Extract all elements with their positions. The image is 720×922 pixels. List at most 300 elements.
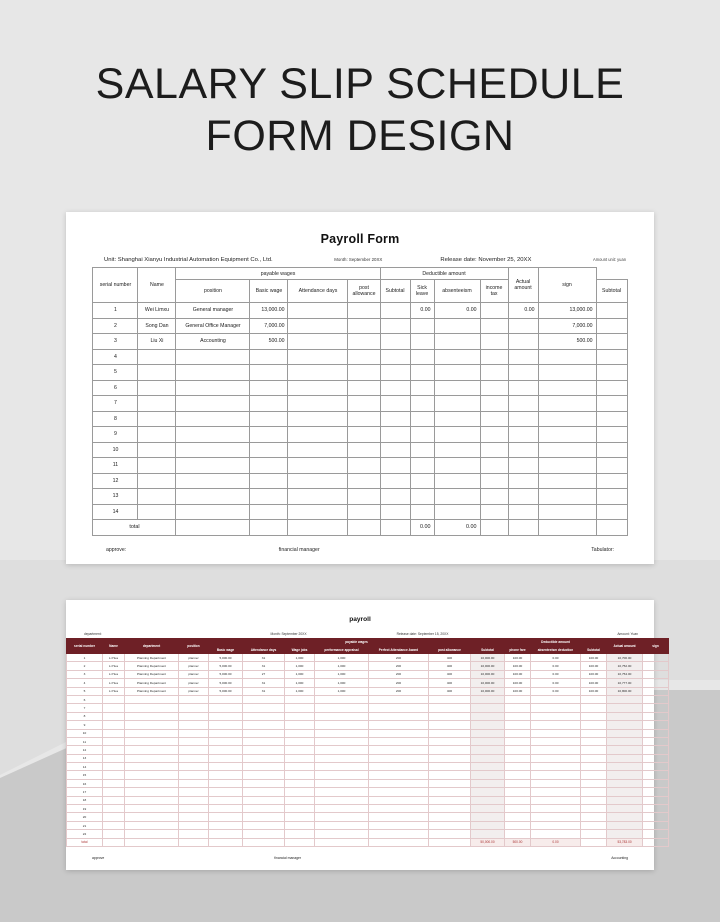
card2-cell-post-allowance[interactable]: 400 bbox=[429, 687, 471, 695]
card2-cell-deduct-subtotal[interactable] bbox=[581, 813, 607, 821]
card1-cell-subtotal[interactable] bbox=[380, 318, 410, 334]
card2-cell-basic-wage[interactable] bbox=[209, 712, 243, 720]
card2-cell-subtotal[interactable]: 10,000.00 bbox=[471, 654, 505, 662]
card1-cell-sick-leave[interactable] bbox=[410, 442, 434, 458]
card2-cell-position[interactable]: planner bbox=[179, 687, 209, 695]
card1-cell-sick-leave[interactable] bbox=[410, 458, 434, 474]
card2-cell-position[interactable] bbox=[179, 805, 209, 813]
card2-cell-absenteeism-deduction[interactable] bbox=[531, 830, 581, 838]
card1-table-row[interactable] bbox=[93, 303, 627, 319]
card1-cell-income-tax[interactable] bbox=[480, 411, 508, 427]
card2-cell-name[interactable] bbox=[103, 729, 125, 737]
card2-cell-actual-amount[interactable] bbox=[607, 729, 643, 737]
card2-cell-position[interactable] bbox=[179, 695, 209, 703]
card2-cell-basic-wage[interactable]: 5,000.00 bbox=[209, 687, 243, 695]
card1-cell-position[interactable] bbox=[176, 365, 250, 381]
card2-cell-post-allowance[interactable] bbox=[429, 763, 471, 771]
card1-cell-actual-amount[interactable] bbox=[538, 411, 596, 427]
card1-cell-income-tax[interactable] bbox=[480, 380, 508, 396]
card2-cell-post-allowance[interactable] bbox=[429, 737, 471, 745]
card1-cell-subtotal[interactable] bbox=[380, 489, 410, 505]
card2-cell-phone-fare[interactable] bbox=[505, 729, 531, 737]
card1-cell-sign[interactable] bbox=[596, 473, 627, 489]
card2-cell-basic-wage[interactable]: 5,000.00 bbox=[209, 679, 243, 687]
card2-cell-performance-appraisal[interactable] bbox=[315, 729, 369, 737]
card2-cell-position[interactable] bbox=[179, 821, 209, 829]
card2-cell-actual-amount[interactable]: 10,754.00 bbox=[607, 670, 643, 678]
card1-cell-actual-amount[interactable] bbox=[538, 396, 596, 412]
card2-table-row[interactable] bbox=[67, 754, 669, 762]
card2-cell-phone-fare[interactable] bbox=[505, 754, 531, 762]
card1-table-row[interactable] bbox=[93, 458, 627, 474]
card2-cell-phone-fare[interactable]: 100.00 bbox=[505, 687, 531, 695]
card2-table-row[interactable] bbox=[67, 687, 669, 695]
card2-cell-name[interactable] bbox=[103, 796, 125, 804]
card2-cell-subtotal[interactable] bbox=[471, 779, 505, 787]
card2-cell-wage-jobs[interactable] bbox=[285, 704, 315, 712]
card2-cell-department[interactable]: Planning Department bbox=[125, 654, 179, 662]
card2-cell-post-allowance[interactable]: 400 bbox=[429, 670, 471, 678]
card1-cell-serial-number[interactable]: 5 bbox=[93, 365, 138, 381]
card2-cell-attendance-award[interactable] bbox=[369, 813, 429, 821]
card2-cell-phone-fare[interactable] bbox=[505, 779, 531, 787]
card2-cell-performance-appraisal[interactable] bbox=[315, 771, 369, 779]
card2-cell-attendance-days[interactable] bbox=[243, 695, 285, 703]
card1-cell-income-tax[interactable] bbox=[480, 489, 508, 505]
card1-cell-name[interactable]: Wei Limxu bbox=[138, 303, 176, 319]
card2-cell-attendance-days[interactable] bbox=[243, 729, 285, 737]
card2-cell-post-allowance[interactable] bbox=[429, 729, 471, 737]
card1-cell-post-allowance[interactable] bbox=[348, 411, 380, 427]
card1-cell-income-tax[interactable] bbox=[480, 318, 508, 334]
card2-cell-department[interactable] bbox=[125, 729, 179, 737]
card2-cell-attendance-days[interactable] bbox=[243, 813, 285, 821]
card2-cell-absenteeism-deduction[interactable]: 0.00 bbox=[531, 679, 581, 687]
card2-cell-name[interactable] bbox=[103, 788, 125, 796]
card1-cell-post-allowance[interactable] bbox=[348, 334, 380, 350]
card1-cell-post-allowance[interactable] bbox=[348, 349, 380, 365]
card1-cell-basic-wage[interactable] bbox=[250, 349, 288, 365]
card2-cell-basic-wage[interactable] bbox=[209, 821, 243, 829]
card2-cell-serial-number[interactable]: 4 bbox=[67, 679, 103, 687]
card2-cell-actual-amount[interactable]: 10,777.00 bbox=[607, 679, 643, 687]
card1-cell-post-allowance[interactable] bbox=[348, 458, 380, 474]
card2-cell-basic-wage[interactable] bbox=[209, 695, 243, 703]
card2-cell-deduct-subtotal[interactable]: 100.00 bbox=[581, 670, 607, 678]
card2-cell-basic-wage[interactable] bbox=[209, 813, 243, 821]
card2-cell-absenteeism-deduction[interactable] bbox=[531, 788, 581, 796]
card2-cell-sign[interactable] bbox=[643, 712, 669, 720]
card2-cell-sign[interactable] bbox=[643, 813, 669, 821]
card2-cell-post-allowance[interactable] bbox=[429, 771, 471, 779]
card1-cell-serial-number[interactable]: 6 bbox=[93, 380, 138, 396]
card2-cell-absenteeism-deduction[interactable]: 0.00 bbox=[531, 662, 581, 670]
card1-cell-sign[interactable] bbox=[596, 489, 627, 505]
card2-table-row[interactable] bbox=[67, 670, 669, 678]
card2-cell-absenteeism-deduction[interactable] bbox=[531, 729, 581, 737]
card2-cell-basic-wage[interactable] bbox=[209, 704, 243, 712]
card1-cell-sign[interactable] bbox=[596, 504, 627, 520]
card2-cell-absenteeism-deduction[interactable] bbox=[531, 779, 581, 787]
card2-cell-deduct-subtotal[interactable] bbox=[581, 695, 607, 703]
card2-cell-basic-wage[interactable] bbox=[209, 729, 243, 737]
card2-cell-name[interactable]: Li Hua bbox=[103, 670, 125, 678]
card2-cell-wage-jobs[interactable] bbox=[285, 695, 315, 703]
card2-cell-name[interactable] bbox=[103, 805, 125, 813]
card1-cell-deduct-subtotal[interactable] bbox=[508, 411, 538, 427]
card1-cell-deduct-subtotal[interactable]: 0.00 bbox=[508, 303, 538, 319]
card2-table-row[interactable] bbox=[67, 737, 669, 745]
card1-table-row[interactable] bbox=[93, 380, 627, 396]
card2-cell-department[interactable]: Planning Department bbox=[125, 687, 179, 695]
card2-cell-subtotal[interactable] bbox=[471, 788, 505, 796]
card2-cell-serial-number[interactable]: 17 bbox=[67, 788, 103, 796]
card1-table-row[interactable] bbox=[93, 334, 627, 350]
card2-cell-deduct-subtotal[interactable] bbox=[581, 754, 607, 762]
card2-cell-absenteeism-deduction[interactable] bbox=[531, 695, 581, 703]
card2-cell-attendance-award[interactable]: 200 bbox=[369, 670, 429, 678]
card1-cell-subtotal[interactable] bbox=[380, 349, 410, 365]
card2-cell-wage-jobs[interactable] bbox=[285, 830, 315, 838]
card2-table-row[interactable] bbox=[67, 796, 669, 804]
card2-cell-attendance-days[interactable] bbox=[243, 796, 285, 804]
card2-cell-sign[interactable] bbox=[643, 746, 669, 754]
card2-cell-actual-amount[interactable] bbox=[607, 805, 643, 813]
card2-cell-name[interactable] bbox=[103, 754, 125, 762]
card2-cell-attendance-award[interactable] bbox=[369, 779, 429, 787]
card2-cell-department[interactable] bbox=[125, 805, 179, 813]
card2-cell-serial-number[interactable]: 22 bbox=[67, 830, 103, 838]
card1-table-row[interactable] bbox=[93, 396, 627, 412]
card1-cell-sick-leave[interactable] bbox=[410, 334, 434, 350]
card1-cell-serial-number[interactable]: 9 bbox=[93, 427, 138, 443]
card2-cell-subtotal[interactable] bbox=[471, 796, 505, 804]
card1-cell-sick-leave[interactable] bbox=[410, 318, 434, 334]
card2-cell-deduct-subtotal[interactable] bbox=[581, 830, 607, 838]
card1-cell-actual-amount[interactable]: 500.00 bbox=[538, 334, 596, 350]
card1-cell-attendance-days[interactable] bbox=[288, 349, 348, 365]
card1-cell-actual-amount[interactable] bbox=[538, 380, 596, 396]
card2-cell-sign[interactable] bbox=[643, 805, 669, 813]
card2-cell-actual-amount[interactable] bbox=[607, 721, 643, 729]
card2-cell-serial-number[interactable]: 7 bbox=[67, 704, 103, 712]
card1-cell-basic-wage[interactable] bbox=[250, 427, 288, 443]
card2-cell-wage-jobs[interactable] bbox=[285, 779, 315, 787]
card2-table-row[interactable] bbox=[67, 821, 669, 829]
card1-cell-attendance-days[interactable] bbox=[288, 365, 348, 381]
card2-table-row[interactable] bbox=[67, 805, 669, 813]
card2-cell-attendance-award[interactable] bbox=[369, 788, 429, 796]
card2-cell-name[interactable] bbox=[103, 704, 125, 712]
card1-cell-post-allowance[interactable] bbox=[348, 396, 380, 412]
card1-cell-income-tax[interactable] bbox=[480, 442, 508, 458]
card1-cell-sign[interactable] bbox=[596, 318, 627, 334]
card1-cell-deduct-subtotal[interactable] bbox=[508, 349, 538, 365]
card2-cell-wage-jobs[interactable]: 1,000 bbox=[285, 662, 315, 670]
card1-cell-actual-amount[interactable] bbox=[538, 427, 596, 443]
card1-cell-deduct-subtotal[interactable] bbox=[508, 442, 538, 458]
card1-cell-deduct-subtotal[interactable] bbox=[508, 489, 538, 505]
card2-cell-subtotal[interactable] bbox=[471, 771, 505, 779]
card2-cell-actual-amount[interactable] bbox=[607, 746, 643, 754]
card2-cell-wage-jobs[interactable] bbox=[285, 746, 315, 754]
card2-table-row[interactable] bbox=[67, 779, 669, 787]
card2-cell-post-allowance[interactable] bbox=[429, 830, 471, 838]
card1-cell-sign[interactable] bbox=[596, 365, 627, 381]
card2-cell-post-allowance[interactable] bbox=[429, 779, 471, 787]
card2-cell-serial-number[interactable]: 19 bbox=[67, 805, 103, 813]
card2-cell-attendance-award[interactable] bbox=[369, 771, 429, 779]
card1-cell-name[interactable] bbox=[138, 396, 176, 412]
card1-cell-sign[interactable] bbox=[596, 334, 627, 350]
card2-cell-phone-fare[interactable] bbox=[505, 737, 531, 745]
card2-cell-actual-amount[interactable]: 10,800.00 bbox=[607, 687, 643, 695]
card2-table-row[interactable] bbox=[67, 721, 669, 729]
card2-cell-sign[interactable] bbox=[643, 737, 669, 745]
card2-cell-position[interactable] bbox=[179, 771, 209, 779]
card1-cell-position[interactable] bbox=[176, 504, 250, 520]
card1-cell-position[interactable] bbox=[176, 442, 250, 458]
card1-cell-name[interactable] bbox=[138, 427, 176, 443]
card1-cell-absenteeism[interactable]: 0.00 bbox=[434, 303, 480, 319]
card2-cell-actual-amount[interactable] bbox=[607, 821, 643, 829]
card1-cell-name[interactable] bbox=[138, 458, 176, 474]
card1-cell-sign[interactable] bbox=[596, 427, 627, 443]
card2-cell-basic-wage[interactable] bbox=[209, 805, 243, 813]
card1-cell-sign[interactable] bbox=[596, 442, 627, 458]
card2-cell-attendance-days[interactable] bbox=[243, 821, 285, 829]
card2-cell-serial-number[interactable]: 20 bbox=[67, 813, 103, 821]
card2-cell-performance-appraisal[interactable] bbox=[315, 821, 369, 829]
card2-cell-performance-appraisal[interactable] bbox=[315, 779, 369, 787]
card1-cell-position[interactable] bbox=[176, 396, 250, 412]
card2-table-row[interactable] bbox=[67, 771, 669, 779]
card2-cell-performance-appraisal[interactable] bbox=[315, 737, 369, 745]
card1-cell-serial-number[interactable]: 14 bbox=[93, 504, 138, 520]
card1-cell-serial-number[interactable]: 3 bbox=[93, 334, 138, 350]
card2-cell-attendance-award[interactable] bbox=[369, 721, 429, 729]
card2-cell-attendance-days[interactable] bbox=[243, 788, 285, 796]
card2-cell-serial-number[interactable]: 2 bbox=[67, 662, 103, 670]
card2-cell-department[interactable] bbox=[125, 737, 179, 745]
card2-cell-deduct-subtotal[interactable] bbox=[581, 721, 607, 729]
card2-cell-absenteeism-deduction[interactable] bbox=[531, 721, 581, 729]
card2-cell-phone-fare[interactable]: 100.00 bbox=[505, 662, 531, 670]
card2-cell-department[interactable]: Planning Department bbox=[125, 662, 179, 670]
card1-cell-sign[interactable] bbox=[596, 380, 627, 396]
card2-cell-absenteeism-deduction[interactable]: 0.00 bbox=[531, 670, 581, 678]
card1-cell-income-tax[interactable] bbox=[480, 303, 508, 319]
card1-cell-sign[interactable] bbox=[596, 458, 627, 474]
card1-cell-name[interactable]: Liu Xi bbox=[138, 334, 176, 350]
card2-cell-basic-wage[interactable]: 5,000.00 bbox=[209, 662, 243, 670]
card2-cell-deduct-subtotal[interactable]: 100.00 bbox=[581, 654, 607, 662]
card2-cell-serial-number[interactable]: 3 bbox=[67, 670, 103, 678]
card2-cell-phone-fare[interactable] bbox=[505, 746, 531, 754]
card1-cell-subtotal[interactable] bbox=[380, 411, 410, 427]
card2-cell-actual-amount[interactable] bbox=[607, 712, 643, 720]
card1-cell-deduct-subtotal[interactable] bbox=[508, 380, 538, 396]
card2-cell-post-allowance[interactable] bbox=[429, 813, 471, 821]
card1-cell-deduct-subtotal[interactable] bbox=[508, 504, 538, 520]
card2-cell-sign[interactable] bbox=[643, 754, 669, 762]
card2-cell-performance-appraisal[interactable]: 1,000 bbox=[315, 670, 369, 678]
card2-cell-actual-amount[interactable] bbox=[607, 788, 643, 796]
card2-cell-performance-appraisal[interactable] bbox=[315, 830, 369, 838]
card2-cell-subtotal[interactable] bbox=[471, 830, 505, 838]
card1-cell-post-allowance[interactable] bbox=[348, 318, 380, 334]
card1-cell-serial-number[interactable]: 8 bbox=[93, 411, 138, 427]
card1-cell-absenteeism[interactable] bbox=[434, 411, 480, 427]
card2-cell-attendance-award[interactable]: 200 bbox=[369, 654, 429, 662]
card1-cell-subtotal[interactable] bbox=[380, 473, 410, 489]
card2-table-row[interactable] bbox=[67, 704, 669, 712]
card1-cell-attendance-days[interactable] bbox=[288, 303, 348, 319]
card2-cell-wage-jobs[interactable] bbox=[285, 821, 315, 829]
card2-cell-position[interactable] bbox=[179, 830, 209, 838]
card2-cell-serial-number[interactable]: 8 bbox=[67, 712, 103, 720]
card1-cell-position[interactable] bbox=[176, 380, 250, 396]
card1-cell-sign[interactable] bbox=[596, 411, 627, 427]
card2-cell-attendance-award[interactable] bbox=[369, 805, 429, 813]
card2-cell-wage-jobs[interactable] bbox=[285, 763, 315, 771]
card1-cell-attendance-days[interactable] bbox=[288, 380, 348, 396]
payroll-form-card[interactable] bbox=[66, 212, 654, 564]
card2-cell-position[interactable] bbox=[179, 729, 209, 737]
card1-cell-post-allowance[interactable] bbox=[348, 303, 380, 319]
card2-cell-deduct-subtotal[interactable]: 100.00 bbox=[581, 679, 607, 687]
card1-cell-sick-leave[interactable] bbox=[410, 396, 434, 412]
card2-cell-department[interactable] bbox=[125, 813, 179, 821]
card2-cell-subtotal[interactable] bbox=[471, 695, 505, 703]
card2-cell-attendance-award[interactable] bbox=[369, 737, 429, 745]
card1-cell-income-tax[interactable] bbox=[480, 334, 508, 350]
card1-cell-subtotal[interactable] bbox=[380, 504, 410, 520]
card2-cell-phone-fare[interactable] bbox=[505, 796, 531, 804]
card2-cell-post-allowance[interactable] bbox=[429, 788, 471, 796]
card1-cell-position[interactable] bbox=[176, 411, 250, 427]
card2-cell-actual-amount[interactable] bbox=[607, 704, 643, 712]
card2-table-row[interactable] bbox=[67, 746, 669, 754]
card2-cell-name[interactable]: Li Hua bbox=[103, 687, 125, 695]
card2-cell-basic-wage[interactable] bbox=[209, 763, 243, 771]
card2-cell-position[interactable]: planner bbox=[179, 654, 209, 662]
card1-cell-deduct-subtotal[interactable] bbox=[508, 473, 538, 489]
card2-cell-post-allowance[interactable]: 400 bbox=[429, 654, 471, 662]
card2-cell-deduct-subtotal[interactable] bbox=[581, 712, 607, 720]
card1-cell-deduct-subtotal[interactable] bbox=[508, 427, 538, 443]
card2-cell-performance-appraisal[interactable] bbox=[315, 796, 369, 804]
card2-cell-deduct-subtotal[interactable]: 100.00 bbox=[581, 662, 607, 670]
card2-cell-actual-amount[interactable] bbox=[607, 830, 643, 838]
card1-cell-attendance-days[interactable] bbox=[288, 504, 348, 520]
card2-cell-name[interactable]: Li Hua bbox=[103, 654, 125, 662]
card2-cell-absenteeism-deduction[interactable] bbox=[531, 704, 581, 712]
card1-cell-deduct-subtotal[interactable] bbox=[508, 334, 538, 350]
card1-cell-position[interactable]: Accounting bbox=[176, 334, 250, 350]
card1-cell-income-tax[interactable] bbox=[480, 349, 508, 365]
card2-cell-actual-amount[interactable] bbox=[607, 737, 643, 745]
card2-cell-serial-number[interactable]: 21 bbox=[67, 821, 103, 829]
card2-cell-position[interactable] bbox=[179, 754, 209, 762]
card2-cell-subtotal[interactable]: 10,000.00 bbox=[471, 679, 505, 687]
card2-cell-attendance-days[interactable] bbox=[243, 712, 285, 720]
card2-cell-deduct-subtotal[interactable] bbox=[581, 805, 607, 813]
card2-cell-attendance-days[interactable] bbox=[243, 754, 285, 762]
card2-cell-attendance-award[interactable] bbox=[369, 763, 429, 771]
card2-cell-attendance-award[interactable] bbox=[369, 729, 429, 737]
card2-cell-wage-jobs[interactable] bbox=[285, 788, 315, 796]
card2-cell-sign[interactable] bbox=[643, 670, 669, 678]
card2-cell-serial-number[interactable]: 18 bbox=[67, 796, 103, 804]
card1-cell-position[interactable] bbox=[176, 473, 250, 489]
card2-cell-position[interactable]: planner bbox=[179, 670, 209, 678]
card2-cell-sign[interactable] bbox=[643, 729, 669, 737]
card2-cell-attendance-award[interactable] bbox=[369, 704, 429, 712]
card2-cell-serial-number[interactable]: 15 bbox=[67, 771, 103, 779]
card1-table-row[interactable] bbox=[93, 318, 627, 334]
card2-cell-subtotal[interactable] bbox=[471, 821, 505, 829]
card1-cell-attendance-days[interactable] bbox=[288, 489, 348, 505]
card2-table-row[interactable] bbox=[67, 763, 669, 771]
card2-cell-department[interactable]: Planning Department bbox=[125, 679, 179, 687]
card2-cell-serial-number[interactable]: 12 bbox=[67, 746, 103, 754]
card1-cell-serial-number[interactable]: 13 bbox=[93, 489, 138, 505]
card2-cell-attendance-award[interactable] bbox=[369, 830, 429, 838]
card2-cell-performance-appraisal[interactable]: 1,000 bbox=[315, 654, 369, 662]
card2-cell-department[interactable] bbox=[125, 712, 179, 720]
card1-cell-position[interactable] bbox=[176, 427, 250, 443]
card1-cell-name[interactable] bbox=[138, 442, 176, 458]
card2-cell-basic-wage[interactable] bbox=[209, 771, 243, 779]
card2-cell-post-allowance[interactable] bbox=[429, 695, 471, 703]
card2-cell-serial-number[interactable]: 14 bbox=[67, 763, 103, 771]
card1-cell-attendance-days[interactable] bbox=[288, 334, 348, 350]
card2-cell-deduct-subtotal[interactable] bbox=[581, 737, 607, 745]
card2-cell-attendance-days[interactable] bbox=[243, 746, 285, 754]
card2-cell-department[interactable] bbox=[125, 771, 179, 779]
card2-cell-performance-appraisal[interactable] bbox=[315, 704, 369, 712]
card2-cell-position[interactable] bbox=[179, 737, 209, 745]
card2-cell-attendance-days[interactable]: 31 bbox=[243, 654, 285, 662]
card1-table-row[interactable] bbox=[93, 427, 627, 443]
card1-cell-actual-amount[interactable] bbox=[538, 349, 596, 365]
card2-cell-deduct-subtotal[interactable] bbox=[581, 763, 607, 771]
card1-cell-absenteeism[interactable] bbox=[434, 365, 480, 381]
card2-table-row[interactable] bbox=[67, 695, 669, 703]
card2-cell-name[interactable] bbox=[103, 821, 125, 829]
card2-cell-sign[interactable] bbox=[643, 796, 669, 804]
card2-cell-post-allowance[interactable] bbox=[429, 796, 471, 804]
card1-cell-basic-wage[interactable]: 7,000.00 bbox=[250, 318, 288, 334]
card2-cell-serial-number[interactable]: 9 bbox=[67, 721, 103, 729]
card2-cell-absenteeism-deduction[interactable] bbox=[531, 763, 581, 771]
card2-cell-actual-amount[interactable]: 10,700.00 bbox=[607, 654, 643, 662]
card2-cell-sign[interactable] bbox=[643, 788, 669, 796]
card2-cell-post-allowance[interactable]: 400 bbox=[429, 662, 471, 670]
card1-cell-actual-amount[interactable] bbox=[538, 504, 596, 520]
card1-cell-subtotal[interactable] bbox=[380, 303, 410, 319]
card2-cell-subtotal[interactable] bbox=[471, 704, 505, 712]
card1-cell-serial-number[interactable]: 11 bbox=[93, 458, 138, 474]
card2-cell-serial-number[interactable]: 16 bbox=[67, 779, 103, 787]
card1-cell-serial-number[interactable]: 2 bbox=[93, 318, 138, 334]
card1-cell-serial-number[interactable]: 12 bbox=[93, 473, 138, 489]
card2-cell-position[interactable]: planner bbox=[179, 679, 209, 687]
card2-cell-absenteeism-deduction[interactable] bbox=[531, 821, 581, 829]
card1-table-row[interactable] bbox=[93, 504, 627, 520]
card1-cell-actual-amount[interactable] bbox=[538, 489, 596, 505]
